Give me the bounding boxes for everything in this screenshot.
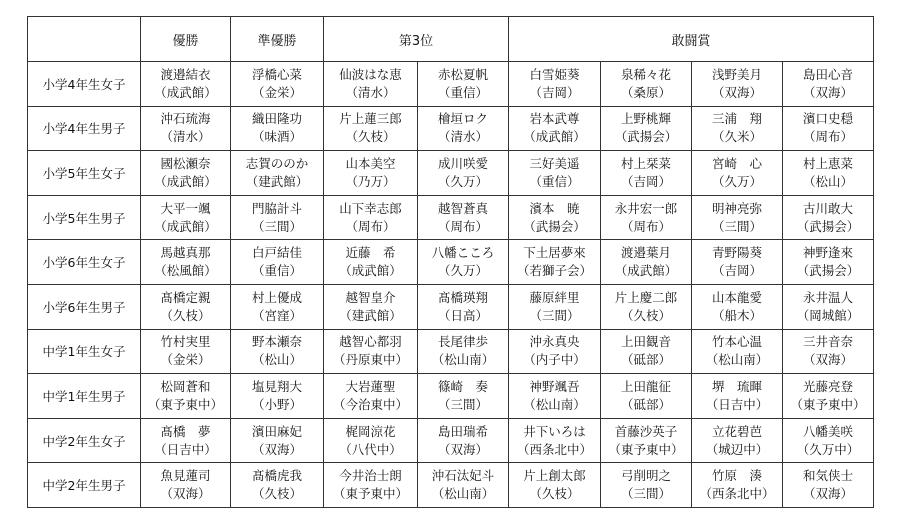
- entry-cell-winner: [141, 284, 231, 329]
- table-row: [28, 62, 874, 107]
- entry-cell-fighting-spirit-2: [601, 62, 692, 107]
- club-name: （成武館）: [523, 129, 586, 145]
- entry-cell-fighting-spirit-3: [692, 284, 783, 329]
- competitor-name: 山本美空: [345, 155, 396, 171]
- competitor-name: 八幡美咲: [803, 423, 854, 439]
- entry-cell-fighting-spirit-2: [601, 240, 692, 285]
- club-name: （久枝）: [160, 307, 211, 323]
- entry-cell-winner: [141, 418, 231, 463]
- entry-cell-runner-up: [231, 195, 324, 240]
- club-name: （双海）: [711, 84, 762, 100]
- entry-cell-fighting-spirit-4: [783, 151, 874, 196]
- club-name: （周布）: [345, 218, 396, 234]
- club-name: （日吉中）: [154, 441, 217, 457]
- entry-cell-third-place-2: [418, 418, 509, 463]
- entry-cell-winner: [141, 62, 231, 107]
- competitor-name: 村上優成: [251, 289, 302, 305]
- category-label: 中学1年生男子: [28, 374, 141, 419]
- entry-cell-third-place-2: [418, 284, 509, 329]
- competitor-name: 越智皇介: [345, 289, 396, 305]
- competitor-name: 渡邉葉月: [620, 245, 671, 261]
- table-row: [28, 374, 874, 419]
- entry-cell-third-place-2: [418, 195, 509, 240]
- entry-cell-third-place-2: [418, 463, 509, 508]
- club-name: （丹原東中）: [332, 352, 408, 368]
- competitor-name: 上田観音: [620, 334, 671, 350]
- category-label: 中学1年生女子: [28, 329, 141, 374]
- entry-cell-third-place-2: [418, 151, 509, 196]
- entry-cell-third-place-1: [324, 240, 418, 285]
- competitor-name: 藤原絆里: [529, 289, 580, 305]
- table-row: [28, 106, 874, 151]
- competitor-name: 村上栞菜: [620, 155, 671, 171]
- competitor-name: 魚見蓮司: [160, 468, 211, 484]
- table-row: [28, 240, 874, 285]
- club-name: （金栄）: [251, 84, 302, 100]
- club-name: （西条北中）: [516, 441, 592, 457]
- category-label: 小学5年生男子: [28, 195, 141, 240]
- competitor-name: 島田瑞希: [437, 423, 488, 439]
- competitor-name: 長尾律歩: [437, 334, 488, 350]
- club-name: （久万）: [437, 263, 488, 279]
- competitor-name: 大岩蓮聖: [345, 378, 396, 394]
- competitor-name: 片上創太郎: [523, 468, 586, 484]
- competitor-name: 青野陽葵: [711, 245, 762, 261]
- entry-cell-fighting-spirit-3: [692, 463, 783, 508]
- club-name: （清水）: [345, 84, 396, 100]
- competitor-name: 三浦 翔: [711, 111, 762, 127]
- category-label: 小学5年生女子: [28, 151, 141, 196]
- competitor-name: 上野桃輝: [620, 111, 671, 127]
- competitor-name: 塩見翔大: [251, 378, 302, 394]
- club-name: （重信）: [437, 84, 488, 100]
- entry-cell-fighting-spirit-3: [692, 106, 783, 151]
- competitor-name: 越智蒼真: [437, 200, 488, 216]
- competitor-name: 三好美遥: [529, 155, 580, 171]
- club-name: （成武館）: [339, 263, 402, 279]
- competitor-name: 竹村実里: [160, 334, 211, 350]
- competitor-name: 堺 琉暉: [711, 378, 762, 394]
- entry-cell-fighting-spirit-3: [692, 418, 783, 463]
- entry-cell-runner-up: [231, 62, 324, 107]
- table-row: [28, 284, 874, 329]
- header-runner-up: 準優勝: [231, 17, 324, 62]
- competitor-name: 永井温人: [803, 289, 854, 305]
- category-label: 中学2年生女子: [28, 418, 141, 463]
- club-name: （砥部）: [620, 396, 671, 412]
- competitor-name: 和気侠士: [803, 468, 854, 484]
- entry-cell-third-place-2: [418, 240, 509, 285]
- club-name: （成武館）: [614, 263, 678, 279]
- club-name: （八代中）: [339, 441, 402, 457]
- competitor-name: 下土居夢來: [523, 245, 586, 261]
- competitor-name: 山下幸志郎: [339, 200, 402, 216]
- entry-cell-runner-up: [231, 329, 324, 374]
- club-name: （三間）: [251, 218, 302, 234]
- club-name: （松山南）: [523, 396, 586, 412]
- club-name: （双海）: [803, 352, 854, 368]
- competitor-name: 濱口史穏: [803, 111, 854, 127]
- entry-cell-fighting-spirit-3: [692, 240, 783, 285]
- club-name: （成武館）: [154, 84, 217, 100]
- competitor-name: 浅野美月: [711, 66, 762, 82]
- entry-cell-third-place-1: [324, 195, 418, 240]
- club-name: （三間）: [529, 307, 580, 323]
- entry-cell-fighting-spirit-4: [783, 284, 874, 329]
- club-name: （重信）: [529, 173, 580, 189]
- entry-cell-third-place-1: [324, 374, 418, 419]
- club-name: （宮窪）: [251, 307, 302, 323]
- entry-cell-winner: [141, 463, 231, 508]
- entry-cell-third-place-1: [324, 329, 418, 374]
- club-name: （武揚会）: [614, 129, 678, 145]
- competitor-name: 明神亮弥: [711, 200, 762, 216]
- entry-cell-fighting-spirit-1: [509, 463, 601, 508]
- club-name: （建武館）: [339, 307, 402, 323]
- header-fighting-spirit-award: 敢闘賞: [509, 17, 874, 62]
- competitor-name: 竹原 湊: [711, 468, 762, 484]
- entry-cell-fighting-spirit-1: [509, 329, 601, 374]
- club-name: （久枝）: [620, 307, 671, 323]
- competitor-name: 泉稀々花: [620, 66, 671, 82]
- club-name: （岡城館）: [796, 307, 860, 323]
- table-row: [28, 418, 874, 463]
- competitor-name: 髙橋定親: [160, 289, 211, 305]
- club-name: （東予東中）: [147, 396, 223, 412]
- competitor-name: 志賀ののか: [245, 155, 309, 171]
- club-name: （乃万）: [345, 173, 396, 189]
- competitor-name: 光藤亮登: [803, 378, 854, 394]
- club-name: （今治東中）: [332, 396, 408, 412]
- club-name: （三間）: [711, 218, 762, 234]
- entry-cell-fighting-spirit-1: [509, 195, 601, 240]
- competitor-name: 竹本心温: [711, 334, 762, 350]
- club-name: （周布）: [620, 218, 671, 234]
- entry-cell-runner-up: [231, 463, 324, 508]
- entry-cell-fighting-spirit-4: [783, 374, 874, 419]
- club-name: （松山）: [803, 173, 854, 189]
- club-name: （周布）: [437, 218, 488, 234]
- club-name: （久枝）: [529, 486, 580, 502]
- entry-cell-runner-up: [231, 106, 324, 151]
- entry-cell-fighting-spirit-4: [783, 106, 874, 151]
- competitor-name: 古川敢大: [803, 200, 854, 216]
- competitor-name: 片上慶二郎: [614, 289, 678, 305]
- club-name: （双海）: [803, 486, 854, 502]
- club-name: （双海）: [160, 486, 211, 502]
- competitor-name: 岩本武尊: [529, 111, 580, 127]
- table-body: [28, 62, 874, 508]
- competitor-name: 濱田麻妃: [251, 423, 302, 439]
- club-name: （内子中）: [523, 352, 586, 368]
- entry-cell-third-place-1: [324, 463, 418, 508]
- competitor-name: 門脇計斗: [251, 200, 302, 216]
- club-name: （松山南）: [431, 486, 495, 502]
- club-name: （建武館）: [245, 173, 309, 189]
- competitor-name: 國松瀬奈: [160, 155, 211, 171]
- entry-cell-fighting-spirit-3: [692, 151, 783, 196]
- competitor-name: 片上蓮三郎: [339, 111, 402, 127]
- entry-cell-winner: [141, 240, 231, 285]
- club-name: （西条北中）: [699, 486, 775, 502]
- club-name: （吉岡）: [529, 84, 580, 100]
- club-name: （松山南）: [431, 352, 495, 368]
- entry-cell-third-place-1: [324, 151, 418, 196]
- category-label: 小学4年生女子: [28, 62, 141, 107]
- entry-cell-third-place-1: [324, 106, 418, 151]
- competitor-name: 馬越真那: [160, 245, 211, 261]
- competitor-name: 仙波はな恵: [339, 66, 402, 82]
- club-name: （日高）: [437, 307, 488, 323]
- club-name: （久万）: [437, 173, 488, 189]
- club-name: （武揚会）: [796, 218, 860, 234]
- competitor-name: 檜垣ロク: [437, 111, 488, 127]
- entry-cell-fighting-spirit-1: [509, 418, 601, 463]
- category-label: 小学6年生女子: [28, 240, 141, 285]
- competitor-name: 村上恵菜: [803, 155, 854, 171]
- entry-cell-fighting-spirit-4: [783, 329, 874, 374]
- club-name: （松山）: [251, 352, 302, 368]
- club-name: （清水）: [437, 129, 488, 145]
- table-header: [28, 17, 874, 62]
- results-table: [27, 16, 874, 508]
- entry-cell-third-place-2: [418, 62, 509, 107]
- entry-cell-fighting-spirit-2: [601, 106, 692, 151]
- competitor-name: 八幡こころ: [431, 245, 495, 261]
- entry-cell-fighting-spirit-2: [601, 418, 692, 463]
- entry-cell-winner: [141, 329, 231, 374]
- header-winner: 優勝: [141, 17, 231, 62]
- club-name: （松風館）: [154, 263, 217, 279]
- entry-cell-third-place-1: [324, 284, 418, 329]
- competitor-name: 神野逢來: [803, 245, 854, 261]
- competitor-name: 越智心都羽: [339, 334, 402, 350]
- entry-cell-fighting-spirit-2: [601, 284, 692, 329]
- club-name: （双海）: [803, 84, 854, 100]
- club-name: （日吉中）: [705, 396, 769, 412]
- header-corner: [28, 17, 141, 62]
- club-name: （久万中）: [796, 441, 860, 457]
- club-name: （東予東中）: [790, 396, 866, 412]
- entry-cell-fighting-spirit-2: [601, 329, 692, 374]
- club-name: （吉岡）: [620, 173, 671, 189]
- entry-cell-fighting-spirit-4: [783, 195, 874, 240]
- club-name: （重信）: [251, 263, 302, 279]
- club-name: （武揚会）: [796, 263, 860, 279]
- category-label: 小学4年生男子: [28, 106, 141, 151]
- table-row: [28, 329, 874, 374]
- competitor-name: 弓削明之: [620, 468, 671, 484]
- competitor-name: 近藤 希: [345, 245, 396, 261]
- competitor-name: 髙橋 夢: [160, 423, 211, 439]
- entry-cell-runner-up: [231, 151, 324, 196]
- entry-cell-fighting-spirit-1: [509, 106, 601, 151]
- entry-cell-fighting-spirit-4: [783, 240, 874, 285]
- club-name: （久米）: [711, 129, 762, 145]
- entry-cell-fighting-spirit-3: [692, 374, 783, 419]
- competitor-name: 赤松夏帆: [437, 66, 488, 82]
- club-name: （金栄）: [160, 352, 211, 368]
- header-third-place: 第3位: [324, 17, 509, 62]
- entry-cell-fighting-spirit-1: [509, 62, 601, 107]
- competitor-name: 神野颯吾: [529, 378, 580, 394]
- club-name: （桑原）: [620, 84, 671, 100]
- competitor-name: 立花碧芭: [711, 423, 762, 439]
- entry-cell-fighting-spirit-1: [509, 374, 601, 419]
- table-row: [28, 151, 874, 196]
- club-name: （吉岡）: [711, 263, 762, 279]
- entry-cell-third-place-2: [418, 329, 509, 374]
- entry-cell-fighting-spirit-1: [509, 151, 601, 196]
- competitor-name: 白戸結佳: [251, 245, 302, 261]
- club-name: （東予東中）: [332, 486, 408, 502]
- entry-cell-runner-up: [231, 418, 324, 463]
- entry-cell-runner-up: [231, 240, 324, 285]
- entry-cell-fighting-spirit-2: [601, 195, 692, 240]
- club-name: （双海）: [437, 441, 488, 457]
- club-name: （味酒）: [251, 129, 302, 145]
- table-row: [28, 463, 874, 508]
- competitor-name: 大平一颯: [160, 200, 211, 216]
- club-name: （若獅子会）: [516, 263, 592, 279]
- competitor-name: 今井治士朗: [339, 468, 402, 484]
- header-row: [28, 17, 874, 62]
- competitor-name: 沖永真央: [529, 334, 580, 350]
- club-name: （成武館）: [154, 218, 217, 234]
- club-name: （小野）: [251, 396, 302, 412]
- entry-cell-winner: [141, 151, 231, 196]
- competitor-name: 野本瀬奈: [251, 334, 302, 350]
- competitor-name: 上田龍征: [620, 378, 671, 394]
- entry-cell-fighting-spirit-4: [783, 418, 874, 463]
- entry-cell-runner-up: [231, 374, 324, 419]
- entry-cell-fighting-spirit-1: [509, 284, 601, 329]
- entry-cell-winner: [141, 374, 231, 419]
- club-name: （久万）: [711, 173, 762, 189]
- club-name: （周布）: [803, 129, 854, 145]
- club-name: （成武館）: [154, 173, 217, 189]
- category-label: 小学6年生男子: [28, 284, 141, 329]
- competitor-name: 髙橋瑛翔: [437, 289, 488, 305]
- club-name: （三間）: [437, 396, 488, 412]
- entry-cell-fighting-spirit-1: [509, 240, 601, 285]
- club-name: （清水）: [160, 129, 211, 145]
- entry-cell-winner: [141, 106, 231, 151]
- competitor-name: 篠崎 奏: [437, 378, 488, 394]
- club-name: （砥部）: [620, 352, 671, 368]
- competitor-name: 髙橋虎我: [251, 468, 302, 484]
- entry-cell-fighting-spirit-2: [601, 374, 692, 419]
- competitor-name: 三井音奈: [803, 334, 854, 350]
- club-name: （三間）: [620, 486, 671, 502]
- entry-cell-fighting-spirit-4: [783, 62, 874, 107]
- entry-cell-third-place-1: [324, 62, 418, 107]
- entry-cell-third-place-2: [418, 374, 509, 419]
- club-name: （久枝）: [251, 486, 302, 502]
- entry-cell-fighting-spirit-3: [692, 195, 783, 240]
- entry-cell-third-place-1: [324, 418, 418, 463]
- competitor-name: 井下いろは: [523, 423, 586, 439]
- competitor-name: 永井宏一郎: [614, 200, 678, 216]
- competitor-name: 宮崎 心: [711, 155, 762, 171]
- club-name: （武揚会）: [523, 218, 586, 234]
- entry-cell-fighting-spirit-4: [783, 463, 874, 508]
- category-label: 中学2年生男子: [28, 463, 141, 508]
- competitor-name: 島田心音: [803, 66, 854, 82]
- club-name: （松山南）: [705, 352, 769, 368]
- entry-cell-runner-up: [231, 284, 324, 329]
- competitor-name: 浮橋心菜: [251, 66, 302, 82]
- competitor-name: 渡邉結衣: [160, 66, 211, 82]
- competitor-name: 沖石汰妃斗: [431, 468, 495, 484]
- club-name: （双海）: [251, 441, 302, 457]
- competitor-name: 織田隆功: [251, 111, 302, 127]
- competitor-name: 首藤沙英子: [614, 423, 678, 439]
- table-row: [28, 195, 874, 240]
- club-name: （東予東中）: [608, 441, 684, 457]
- club-name: （城辺中）: [705, 441, 769, 457]
- competitor-name: 白雪姫葵: [529, 66, 580, 82]
- entry-cell-winner: [141, 195, 231, 240]
- competitor-name: 山本龍愛: [711, 289, 762, 305]
- competitor-name: 成川咲愛: [437, 155, 488, 171]
- competitor-name: 濱本 暁: [529, 200, 580, 216]
- competitor-name: 梶岡涼花: [345, 423, 396, 439]
- club-name: （船木）: [711, 307, 762, 323]
- entry-cell-fighting-spirit-3: [692, 329, 783, 374]
- entry-cell-fighting-spirit-3: [692, 62, 783, 107]
- entry-cell-fighting-spirit-2: [601, 463, 692, 508]
- competitor-name: 松岡蒼和: [160, 378, 211, 394]
- entry-cell-third-place-2: [418, 106, 509, 151]
- entry-cell-fighting-spirit-2: [601, 151, 692, 196]
- competitor-name: 沖石琉海: [160, 111, 211, 127]
- club-name: （久枝）: [345, 129, 396, 145]
